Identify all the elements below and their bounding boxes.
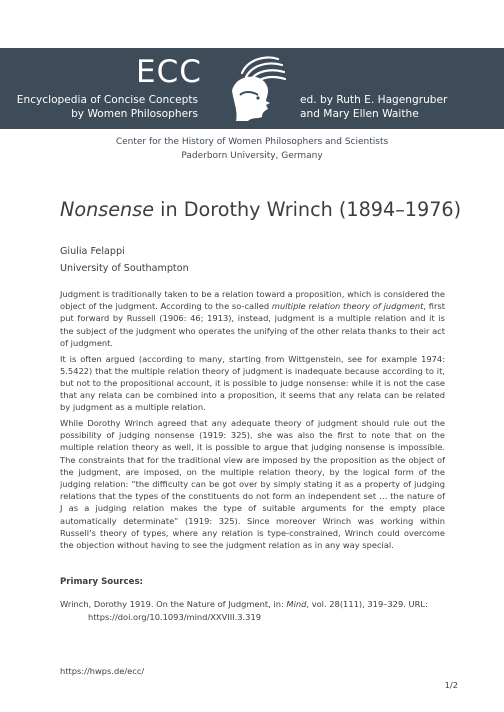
encyclopedia-name-line2: by Women Philosophers (71, 108, 198, 120)
author-name: Giulia Felappi (60, 246, 125, 257)
source-journal: Mind (286, 599, 307, 609)
editors-line1: ed. by Ruth E. Hagengruber (300, 94, 448, 106)
paragraph-1 (60, 288, 445, 349)
source-doi-link[interactable]: https://doi.org/10.1093/mind/XXVIII.3.319 (88, 612, 262, 622)
editors (300, 93, 447, 121)
entry-body (60, 288, 445, 555)
title-italic-term: Nonsense (60, 198, 155, 221)
source-text-a: Wrinch, Dorothy 1919. On the Nature of Judgment, in: (60, 599, 287, 609)
primary-sources-heading: Primary Sources: (60, 577, 143, 587)
title-rest: in Dorothy Wrinch (1894–1976) (154, 198, 462, 221)
paragraph-3: While Dorothy Wrinch agreed that any adequate theory of judgment should rule out the possibility of judging nonsense (1919: 325), she was also the first to note that on the multiple relation theory as well, it is possible to argue that judging nonsense is impossible. The constraints that for the traditional view are imposed by the proposition as the object of the judgment, are imposed, on the multiple relation theory, by the logical form of the judging relation: “the difficulty can be got over by simply stating it as a property of judging relations that the types of the constituents do not form an independent set … the nature of J as a judging relation makes the type of suitable arguments for the empty place automatically determinate” (1919: 325). Since moreover Wrinch was working within Russell’s theory of types, where any relation is type-constrained, Wrinch could overcome the objection without having to see the judgment relation as in any way special. (60, 418, 445, 551)
author-block (60, 243, 189, 277)
footer-url-link[interactable]: https://hwps.de/ecc/ (60, 666, 145, 676)
institution-info (0, 135, 504, 163)
encyclopedia-name-line1: Encyclopedia of Concise Concepts (16, 94, 198, 106)
institution-line2: Paderborn University, Germany (181, 151, 323, 161)
header-banner (0, 48, 504, 129)
paragraph-2: It is often argued (according to many, starting from Wittgenstein, see for example 1974: 5.5422) that the multiple relation theory of judgment is inadequate because according to it, but not to the propositional account, it is possible to judge nonsense: while it is not the case that any relata can be combined into a proposition, it seems that any relata can be related by judgment as a multiple relation. (60, 353, 445, 413)
institution-line1: Center for the History of Women Philosophers and Scientists (115, 137, 389, 147)
paragraph-1-emphasis: multiple relation theory of judgment (271, 301, 424, 312)
athena-head-icon (222, 51, 290, 125)
paragraph-1-text-b: , first put forward by Russell (1906: 46; 1913), instead, judgment is a multiple relation and it is the subject of the judgment who operates the unifying of the other relata thanks to their act of judgment. (60, 301, 445, 348)
author-affiliation: University of Southampton (60, 263, 189, 274)
ecc-abbreviation: ECC (136, 54, 202, 90)
editors-line2: and Mary Ellen Waithe (300, 108, 419, 120)
source-entry (60, 598, 445, 624)
paragraph-1-text-a: Judgment is traditionally taken to be a relation toward a proposition, which is considered the object of the judgment. According to the so-called (60, 289, 445, 312)
page-number: 1/2 (444, 680, 458, 690)
entry-title (60, 198, 480, 221)
encyclopedia-name (17, 93, 198, 121)
source-text-b: , vol. 28(111), 319–329. URL: (306, 599, 428, 609)
